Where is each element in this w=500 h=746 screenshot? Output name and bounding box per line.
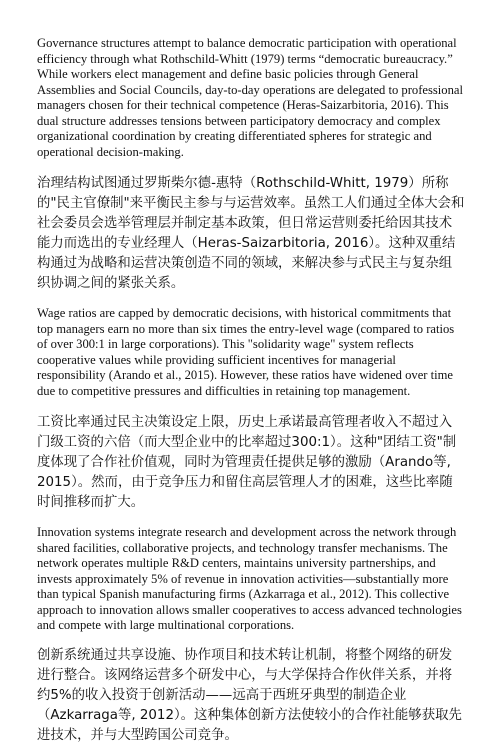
paragraph-governance-en: Governance structures attempt to balance democratic participation with operational efficiency through what Rothschild-Whitt (1979) terms “democratic bureaucracy.” While workers elect management and define basic policies through General Assemblies and Social Councils, day-to-day operations are delegated to professional managers chosen for their technical competence (Heras-Saizarbitoria, 2016). This dual structure addresses tensions between participatory democracy and complex organizational coordination by creating differentiated spheres for strategic and operational decision-making. xyxy=(37,36,463,159)
paragraph-wage-zh: 工资比率通过民主决策设定上限，历史上承诺最高管理者收入不超过入门级工资的六倍（而大型企业中的比率超过300:1）。这种"团结工资"制度体现了合作社价值观，同时为管理责任提供足够的激励（Arando等, 2015）。然而，由于竞争压力和留住高层管理人才的困难，这些比率随时间推移而扩大。 xyxy=(37,415,457,510)
paragraph-innovation-zh: 创新系统通过共享设施、协作项目和技术转让机制，将整个网络的研发进行整合。该网络运营多个研发中心，与大学保持合作伙伴关系，并将约5%的收入投资于创新活动——远高于西班牙典型的制造企业（Azkarraga等, 2012）。这种集体创新方法使较小的合作社能够获取先进技术，并与大型跨国公司竞争。 xyxy=(37,647,462,743)
paragraph-innovation-en: Innovation systems integrate research and development across the network through shared facilities, collaborative projects, and technology transfer mechanisms. The network operates multiple R&D centers, maintains university partnerships, and invests approximately 5% of revenue in innovation activities—substantially more than typical Spanish manufacturing firms (Azkarraga et al., 2012). This collective approach to innovation allows smaller cooperatives to access advanced technologies and compete with large multinational corporations. xyxy=(37,525,462,632)
paragraph-governance-zh: 治理结构试图通过罗斯柴尔德-惠特（Rothschild-Whitt, 1979）所称的"民主官僚制"来平衡民主参与与运营效率。虽然工人们通过全体大会和社会委员会选举管理层并制定基本政策，但日常运营则委托给因其技术能力而选出的专业经理人（Heras-Saizarbitoria, 2016）。这种双重结构通过为战略和运营决策创造不同的领域，来解决参与式民主与复杂组织协调之间的紧张关系。 xyxy=(37,176,465,291)
document-body xyxy=(37,36,465,746)
paragraph-wage-en: Wage ratios are capped by democratic decisions, with historical commitments that top managers earn no more than six times the entry-level wage (compared to ratios of over 300:1 in large corporations). This "solidarity wage" system reflects cooperative values while providing sufficient incentives for managerial responsibility (Arando et al., 2015). However, these ratios have widened over time due to competitive pressures and difficulties in retaining top management. xyxy=(37,306,455,398)
